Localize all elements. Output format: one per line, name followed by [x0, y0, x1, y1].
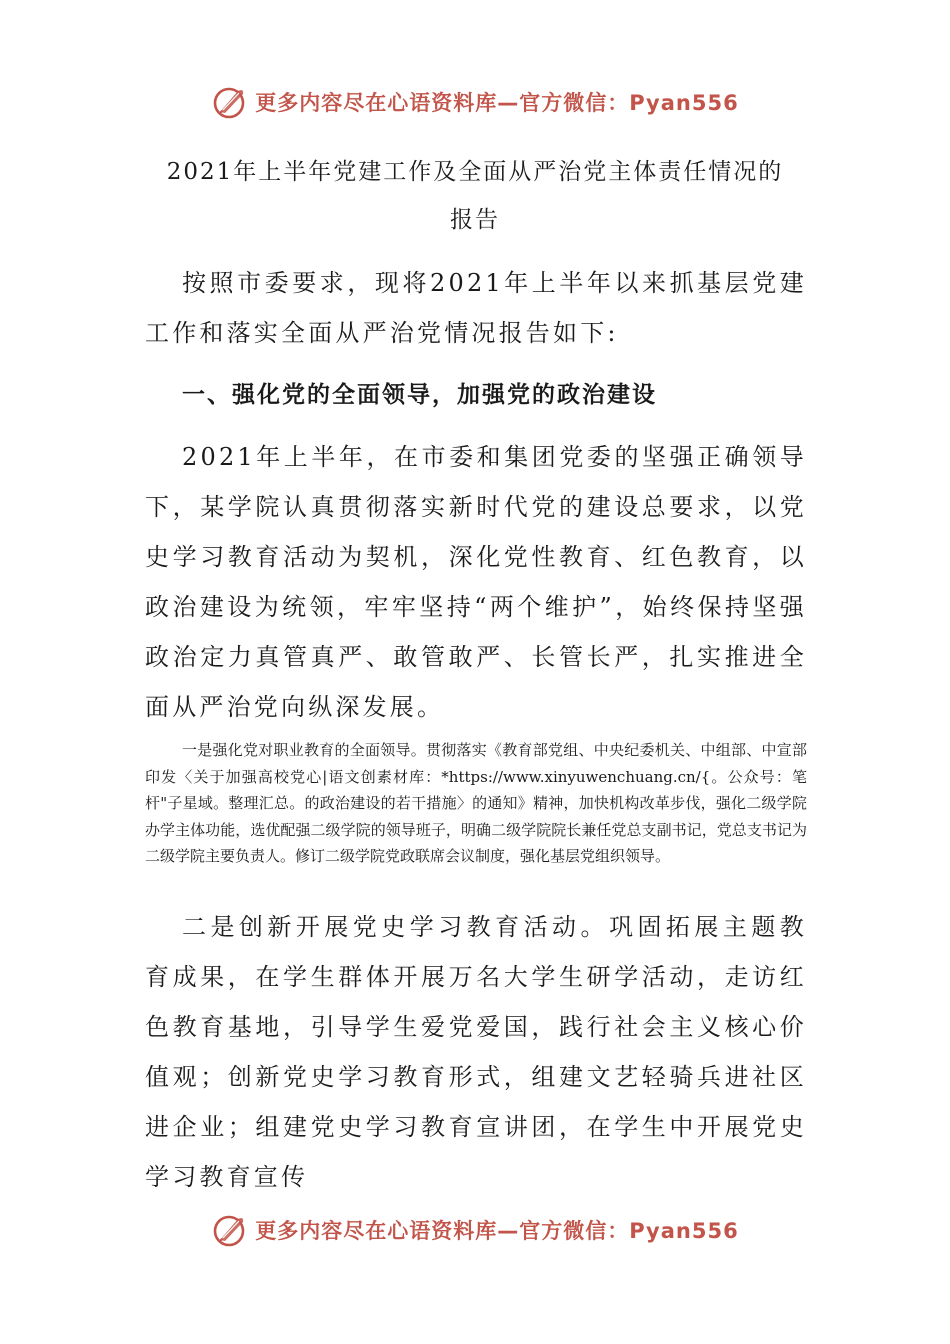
header-banner-text[interactable]: 更多内容尽在心语资料库—官方微信：Pyan556 [255, 91, 739, 115]
header-banner [0, 80, 950, 124]
quill-pen-logo-icon [211, 1210, 251, 1250]
intro-paragraph: 按照市委要求，现将2021年上半年以来抓基层党建工作和落实全面从严治党情况报告如下: [145, 269, 807, 347]
quill-pen-logo-icon [211, 82, 251, 122]
footer-banner-text[interactable]: 更多内容尽在心语资料库—官方微信：Pyan556 [255, 1219, 739, 1243]
point-1-paragraph: 一是强化党对职业教育的全面领导。贯彻落实《教育部党组、中央纪委机关、中组部、中宣部印发〈关于加强高校党心|语文创素材库：*https://www.xinyuwenchuang.cn/{。公众号：笔杆"子星域。整理汇总。的政治建设的若干措施〉的通知》精神，加快机构改革步伐，强化二级学院办学主体功能，选优配强二级学院的领导班子，明确二级学院院长兼任党总支副书记，党总支书记为二级学院主要负责人。修订二级学院党政联席会议制度，强化基层党组织领导。 [145, 741, 807, 865]
footer-banner [0, 1208, 950, 1252]
section-1-heading: 一、强化党的全面领导，加强党的政治建设 [182, 382, 657, 408]
point-2-paragraph: 二是创新开展党史学习教育活动。巩固拓展主题教育成果，在学生群体开展万名大学生研学活动，走访红色教育基地，引导学生爱党爱国，践行社会主义核心价值观；创新党史学习教育形式，组建文艺轻骑兵进社区进企业；组建党史学习教育宣讲团，在学生中开展党史学习教育宣传 [145, 913, 807, 1191]
document-title-line-1: 2021年上半年党建工作及全面从严治党主体责任情况的 [166, 159, 784, 185]
section-1-body: 2021年上半年，在市委和集团党委的坚强正确领导下，某学院认真贯彻落实新时代党的建设总要求，以党史学习教育活动为契机，深化党性教育、红色教育，以政治建设为统领，牢牢坚持“两个维护”，始终保持坚强政治定力真管真严、敢管敢严、长管长严，扎实推进全面从严治党向纵深发展。 [145, 443, 807, 721]
document-title-line-2: 报告 [450, 207, 500, 233]
